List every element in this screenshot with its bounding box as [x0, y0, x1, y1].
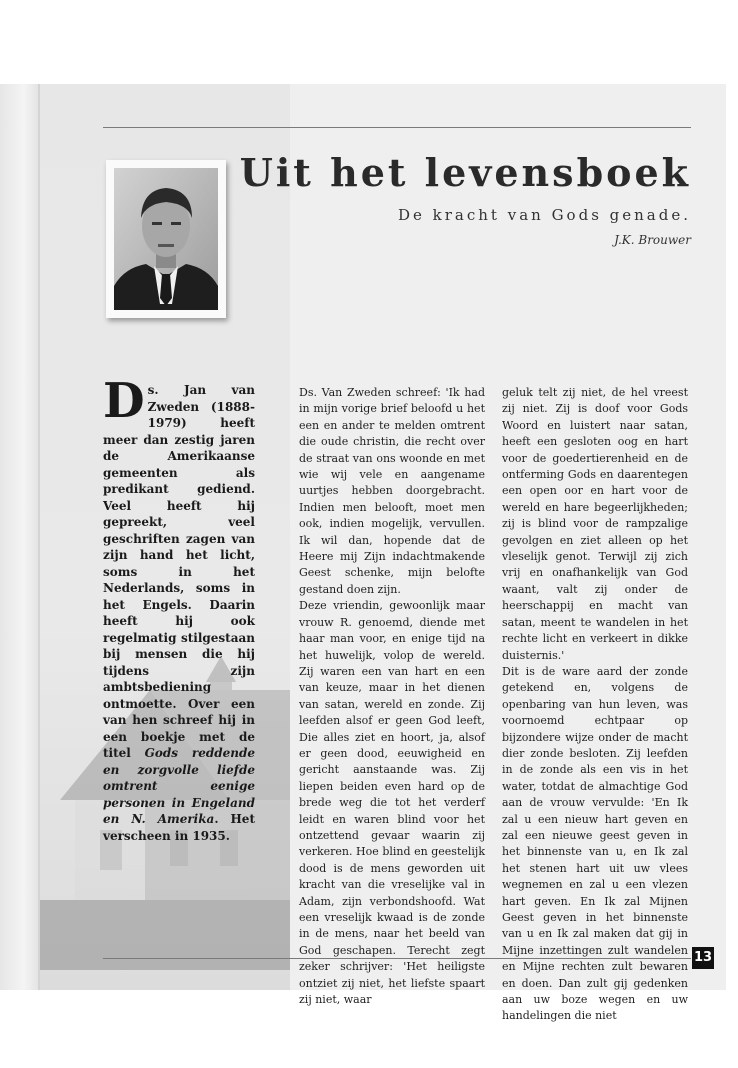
top-rule: [103, 127, 691, 128]
paragraph: Dit is de ware aard der zonde getekend en, volgens de openbaring van hun leven, was voornoemd echtpaar op bijzondere wijze onder de macht dier zonde besloten. Zij leefden in de zonde als een vis in het water, totdat de almachtige God aan de vrouw vervulde: 'En Ik zal u een nieuw hart geven en zal een nieuwe geest geven in het binnenste van u, en Ik zal het stenen hart uit uw vlees wegnemen en zal u een vlezen hart geven. En Ik zal Mijnen Geest geven in het binnenste van u en Ik zal maken dat gij in Mijne inzettingen zult wandelen en Mijne rechten zult bewaren en doen. Dan zult gij gedenken aan uw boze wegen en uw handelingen die niet: [502, 664, 688, 1023]
author-portrait: [106, 160, 226, 318]
paragraph: geluk telt zij niet, de hel vreest zij niet. Zij is doof voor Gods Woord en luistert naar satan, heeft een gesloten oog en hart voor de goedertierenheid en de ontferming Gods en daarentegen een open oor en hart voor de wereld en hare begeerlijkheden; zij is blind voor de rampzalige gevolgen en ziet alleen op het vleselijk genot. Terwijl zij zich vrij en onafhankelijk van God waant, valt zij onder de heerschappij en macht van satan, meent te wandelen in het rechte licht en verkeert in dikke duisternis.': [502, 386, 688, 662]
article-title: Uit het levensboek: [239, 150, 691, 195]
article-subtitle: De kracht van Gods genade.: [398, 206, 691, 224]
intro-text: [103, 373, 255, 844]
book-title: Gods reddende en zorgvolle liefde omtrent eenige personen in Engeland en N. Amerika: [103, 746, 255, 826]
bottom-rule: [103, 958, 691, 959]
page-number: 13: [692, 947, 714, 969]
body-column-2: [502, 385, 688, 1025]
drop-cap: D: [103, 373, 145, 429]
body-column-1: [299, 385, 485, 1008]
page-gutter: [0, 84, 40, 990]
paragraph: Deze vriendin, gewoonlijk maar vrouw R. genoemd, diende met haar man voor, en enige tijd na het huwelijk, volop de wereld. Zij waren een van hart en een van keuze, maar in het dienen van satan, wereld en zonde. Zij leefden alsof er geen God leeft, Die alles ziet en hoort, ja, alsof er geen dood, eeuwigheid en gericht aanstaande was. Zij liepen beiden even hard op de brede weg die tot het verderf leidt en waren blind voor het ontzettend gevaar waarin zij verkeren. Hoe blind en geestelijk dood is de mens geworden uit kracht van die vreselijke val in Adam, zijn verbondshoofd. Wat een vreselijk kwaad is de zonde in de mens, naar het beeld van God geschapen. Terecht zegt zeker schrijver: 'Het heiligste ontziet zij niet, het liefste spaart zij niet, waar: [299, 599, 485, 1007]
intro-text-part-1: s. Jan van Zweden (1888-1979) heeft meer dan zestig jaren de Amerikaanse gemeenten als predikant gediend. Veel heeft hij gepreekt, veel geschriften zagen van zijn hand het licht, soms in het Nederlands, soms in het Engels. Daarin heeft hij ook regelmatig stilgestaan bij mensen die hij tijdens zijn ambtsbediening ontmoette. Over een van hen schreef hij in een boekje met de titel: [103, 383, 255, 760]
article-author: J.K. Brouwer: [614, 233, 691, 247]
spine-line: [38, 84, 40, 990]
paragraph: Ds. Van Zweden schreef: 'Ik had in mijn vorige brief beloofd u het een en ander te melden omtrent die oude christin, die recht over de straat van ons woonde en met wie wij vele en aangename uurtjes hebben doorgebracht. Indien men belooft, moet men ook, indien mogelijk, vervullen. Ik wil dan, hopende dat de Heere mij Zijn indachtmakende Geest schenke, mijn belofte gestand doen zijn.: [299, 386, 485, 596]
intro-text-part-2: . Het verscheen in 1935.: [103, 812, 255, 843]
